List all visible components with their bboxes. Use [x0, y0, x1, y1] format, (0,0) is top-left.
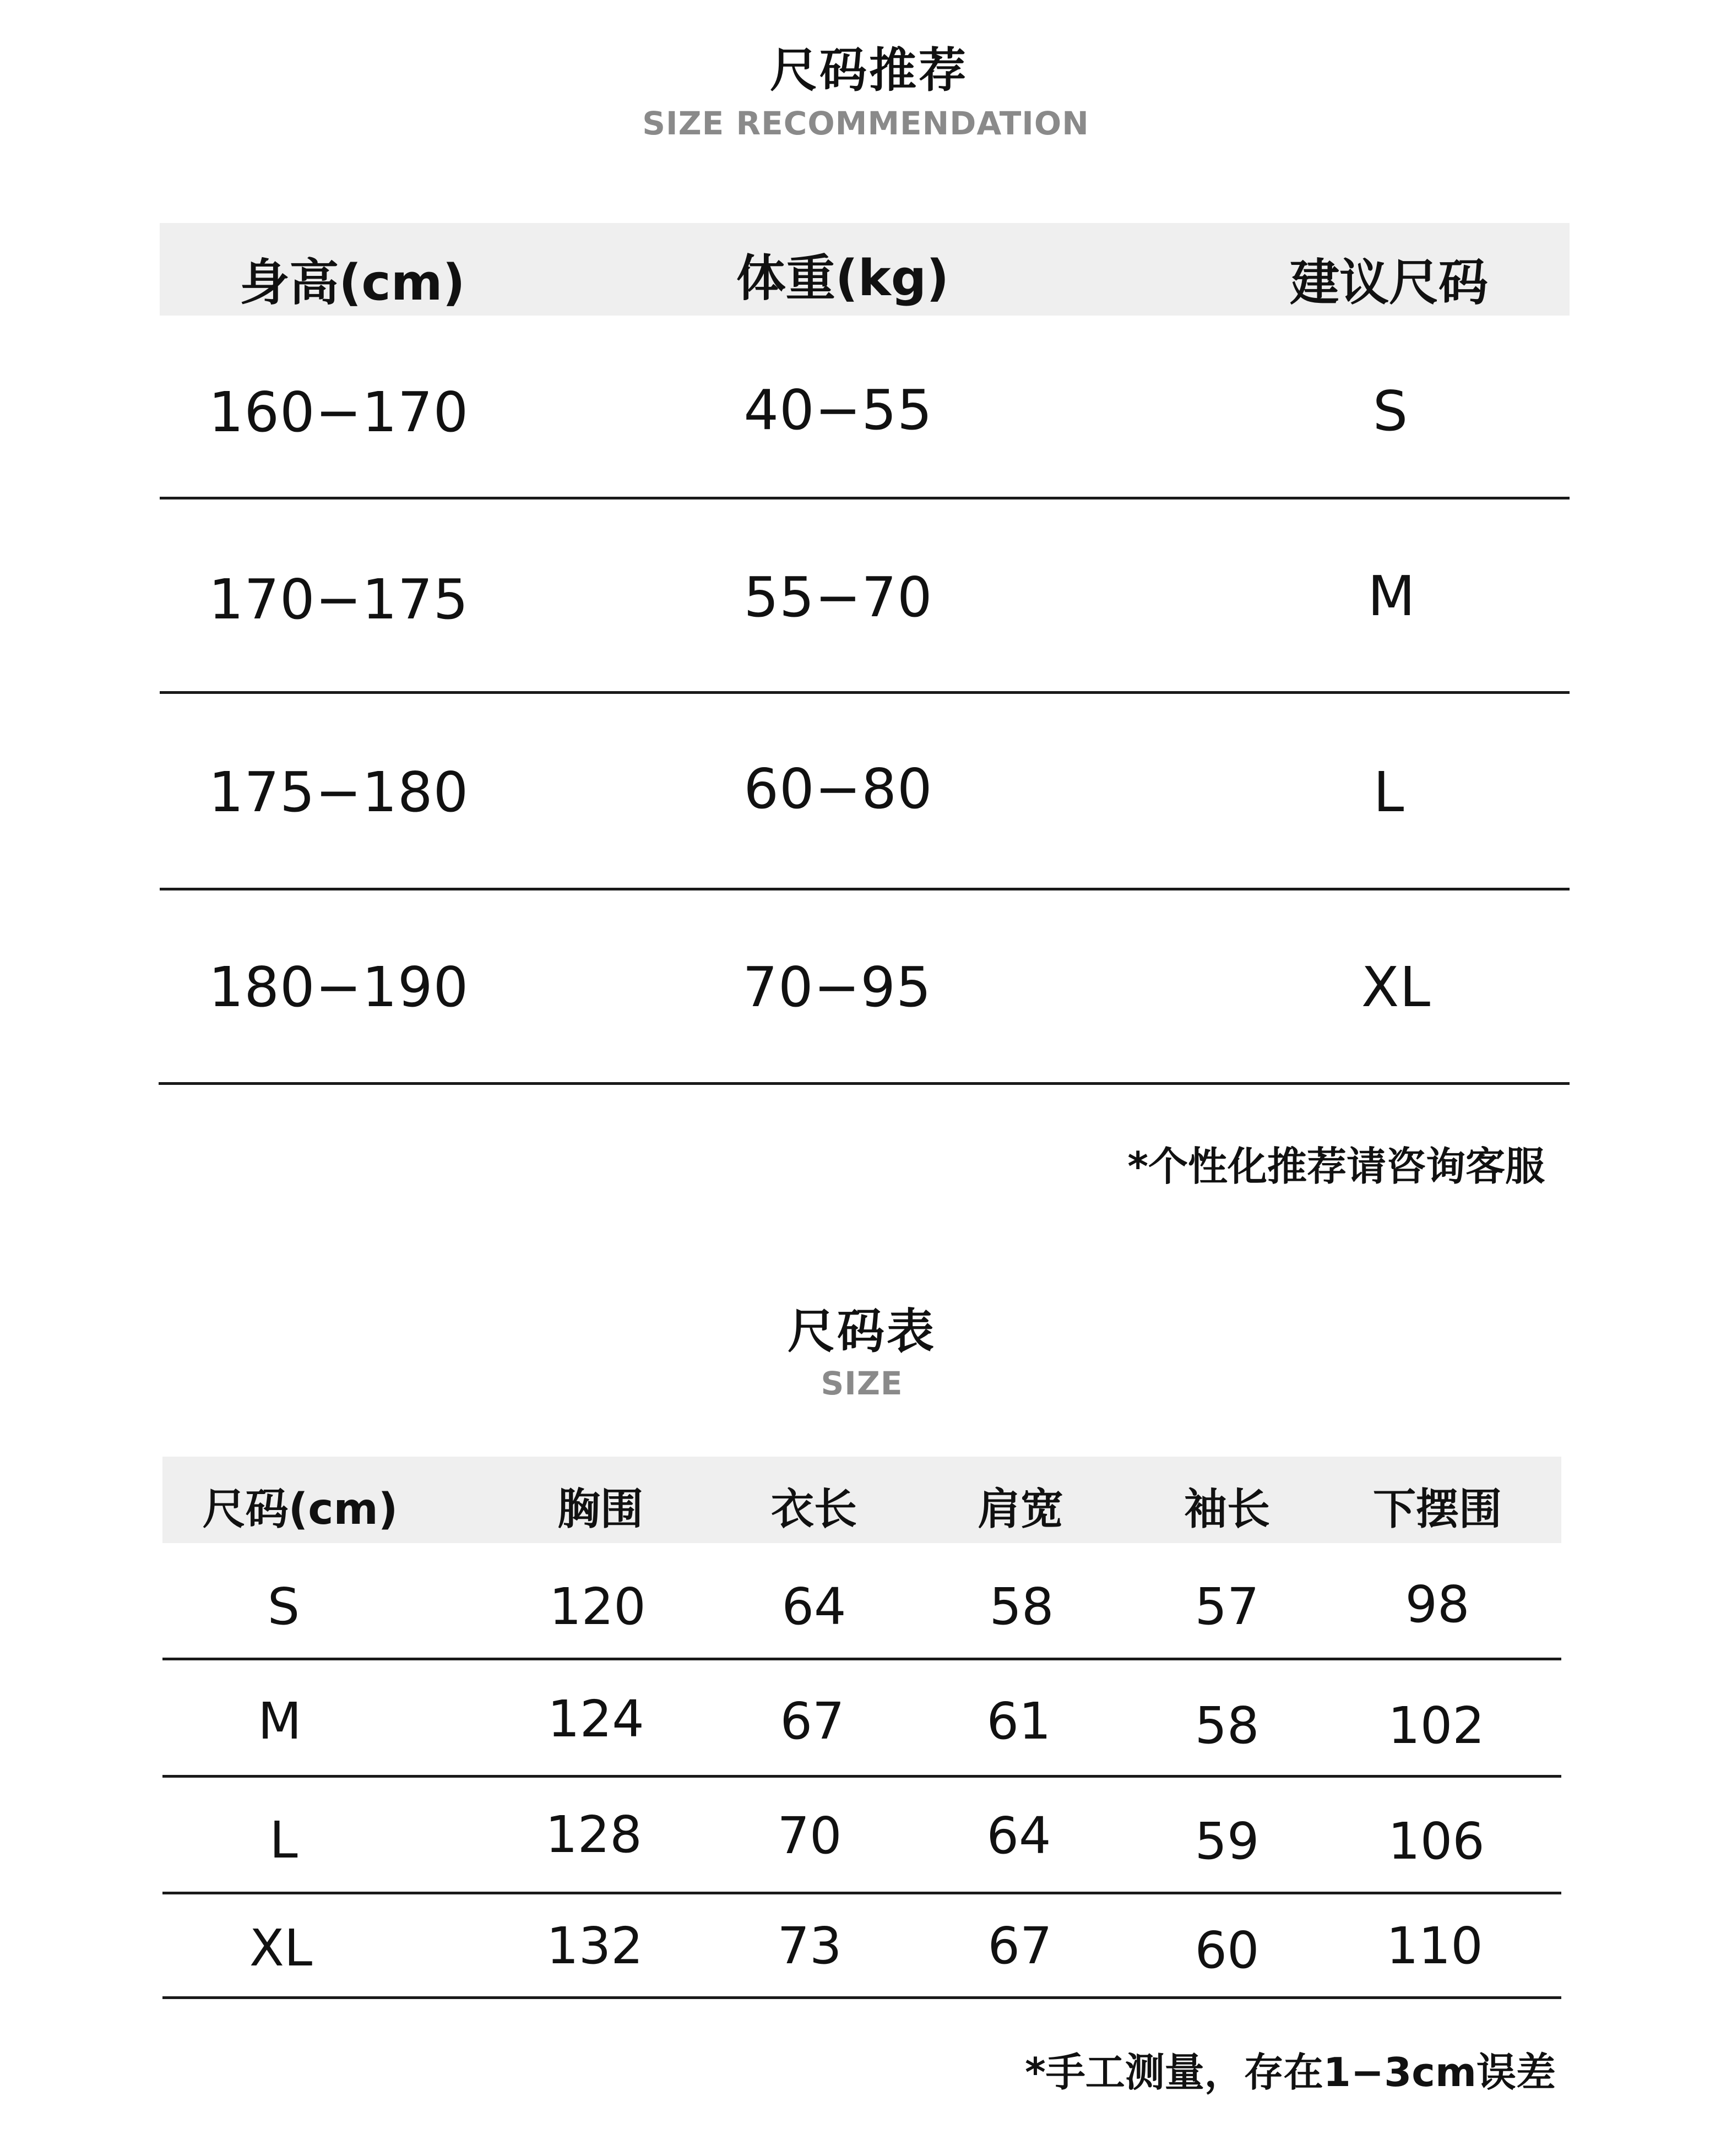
row-divider: [160, 888, 1570, 890]
table-row-cell: 175−180: [208, 760, 469, 824]
table-row-cell: M: [258, 1692, 302, 1751]
row-divider: [162, 1775, 1561, 1778]
table-row-cell: 67: [780, 1692, 845, 1751]
table-row-cell: 70−95: [742, 955, 932, 1019]
header-hem: 下摆围: [1372, 1485, 1502, 1534]
header-chest: 胸围: [557, 1485, 644, 1534]
table-row-cell: 170−175: [208, 567, 469, 632]
table-row-cell: 180−190: [208, 955, 469, 1019]
table-row-cell: XL: [249, 1919, 313, 1978]
recommendation-title: 尺码推荐: [770, 43, 968, 98]
table-row-cell: 64: [781, 1577, 846, 1636]
size-chart-title: 尺码表: [788, 1304, 936, 1359]
table-row-cell: S: [267, 1577, 300, 1636]
row-divider: [159, 1082, 1570, 1085]
recommendation-subtitle: SIZE RECOMMENDATION: [642, 105, 1089, 142]
row-divider: [160, 497, 1570, 499]
table-row-cell: S: [1372, 379, 1409, 443]
table-row-cell: 128: [545, 1805, 642, 1864]
row-divider: [162, 1658, 1561, 1660]
header-sleeve: 袖长: [1183, 1485, 1271, 1534]
table-row-cell: 120: [549, 1577, 646, 1636]
table-row-cell: 57: [1195, 1577, 1259, 1636]
table-row-cell: 132: [546, 1916, 643, 1975]
table-row-cell: 60: [1195, 1921, 1259, 1980]
recommendation-note: *个性化推荐请咨询客服: [1127, 1143, 1545, 1190]
table-row-cell: 55−70: [743, 565, 933, 629]
table-row-cell: 106: [1388, 1812, 1485, 1871]
header-suggested-size: 建议尺码: [1290, 254, 1488, 312]
table-row-cell: XL: [1361, 955, 1431, 1019]
row-divider: [162, 1892, 1561, 1894]
header-shoulder: 肩宽: [977, 1485, 1064, 1534]
table-row-cell: 64: [986, 1806, 1051, 1865]
table-row-cell: 124: [547, 1690, 644, 1748]
table-row-cell: 102: [1388, 1696, 1485, 1755]
size-chart-subtitle: SIZE: [821, 1365, 903, 1402]
header-size: 尺码(cm): [202, 1485, 398, 1534]
table-row-cell: 110: [1386, 1916, 1483, 1975]
table-row-cell: 60−80: [743, 757, 933, 821]
table-row-cell: L: [269, 1811, 298, 1870]
header-weight: 体重(kg): [736, 249, 949, 307]
table-row-cell: 98: [1405, 1575, 1470, 1634]
table-row-cell: 73: [777, 1916, 842, 1975]
row-divider: [162, 1996, 1561, 1999]
header-height: 身高(cm): [240, 254, 465, 312]
row-divider: [160, 691, 1570, 694]
table-row-cell: 58: [989, 1577, 1054, 1636]
table-row-cell: 160−170: [208, 380, 469, 444]
size-chart-note: *手工测量，存在1−3cm误差: [1025, 2049, 1556, 2095]
table-row-cell: 58: [1195, 1696, 1259, 1755]
table-row-cell: L: [1373, 760, 1405, 824]
header-length: 衣长: [770, 1485, 857, 1534]
table-row-cell: 61: [986, 1692, 1051, 1751]
table-row-cell: 67: [987, 1916, 1052, 1975]
table-row-cell: 70: [777, 1806, 842, 1865]
table-row-cell: M: [1367, 564, 1416, 628]
table-row-cell: 59: [1195, 1812, 1259, 1871]
table-row-cell: 40−55: [743, 378, 933, 442]
